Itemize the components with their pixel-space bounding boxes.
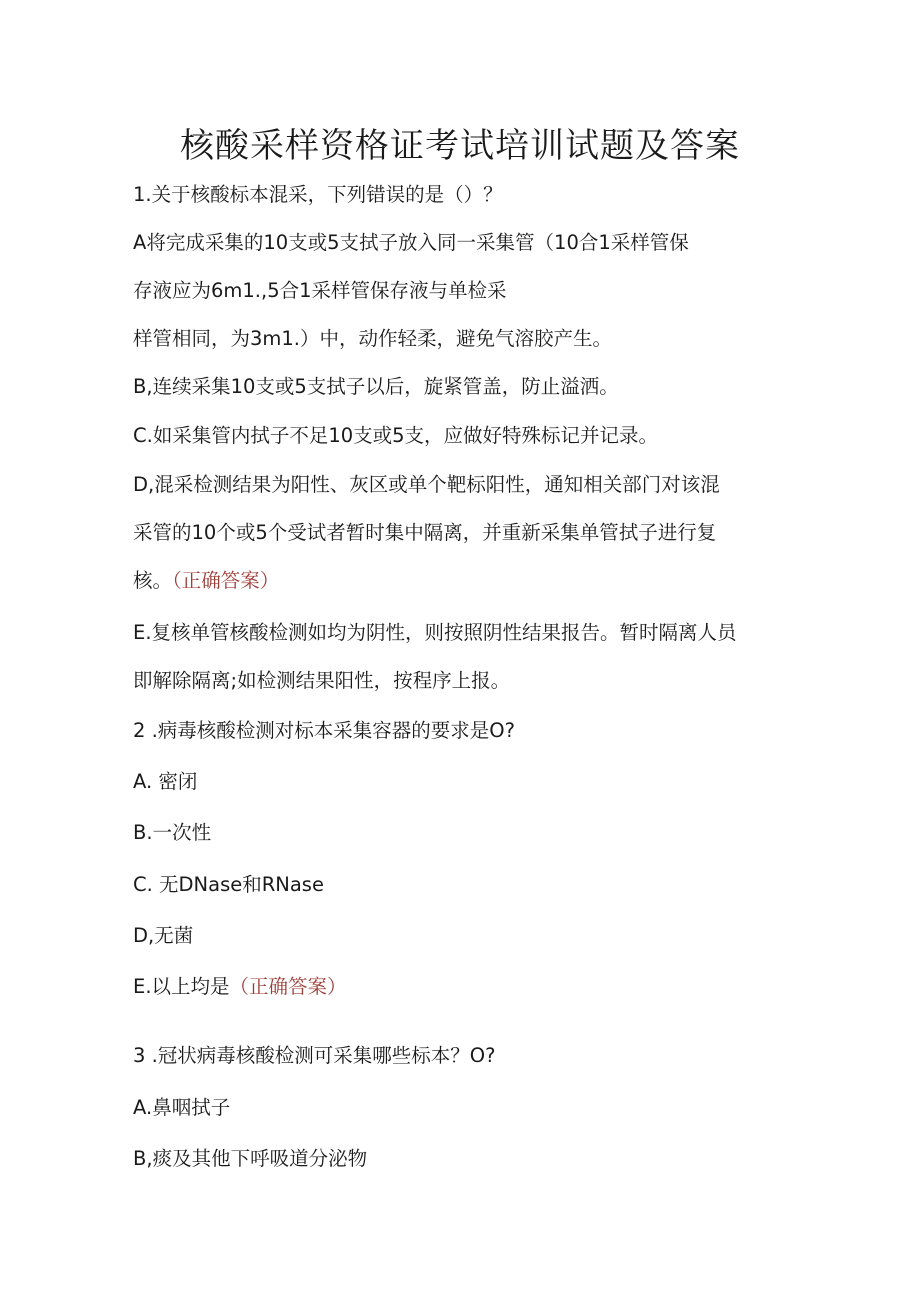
line-text: D,混采检测结果为阳性、灰区或单个靶标阳性，通知相关部门对该混: [133, 473, 720, 496]
line-text: C.如采集管内拭子不足10支或5支，应做好特殊标记并记录。: [133, 424, 659, 447]
line-text: 核。: [133, 569, 173, 592]
option-1d-line-2: [133, 518, 716, 548]
question-2: [133, 716, 515, 746]
line-text: A将完成采集的10支或5支拭子放入同一采集管（10合1采样管保: [133, 231, 689, 254]
option-2c: [133, 870, 324, 900]
option-3a: [133, 1093, 230, 1123]
option-1c: [133, 421, 658, 451]
line-text: 样管相同，为3m1.）中，动作轻柔，避免气溶胶产生。: [133, 327, 613, 350]
option-1b: [133, 372, 619, 402]
page-title: 核酸采样资格证考试培训试题及答案: [180, 126, 740, 166]
option-1a-line-1: [133, 228, 689, 258]
option-1e-line-2: [133, 666, 510, 696]
line-text: 即解除隔离;如检测结果阳性，按程序上报。: [133, 669, 511, 692]
option-2d: [133, 921, 193, 951]
line-text: 采管的10个或5个受试者暂时集中隔离，并重新采集单管拭子进行复: [133, 521, 717, 544]
question-3: [133, 1041, 496, 1071]
line-text: 存液应为6m1.,5合1采样管保存液与单检采: [133, 279, 507, 302]
line-text: E.复核单管核酸检测如均为阴性，则按照阴性结果报告。暂时隔离人员: [133, 621, 737, 644]
line-text: B,痰及其他下呼吸道分泌物: [133, 1147, 368, 1170]
option-1a-line-3: [133, 324, 612, 354]
correct-answer-mark: （正确答案）: [229, 975, 347, 998]
line-text: C. 无DNase和RNase: [133, 873, 324, 896]
option-1d-line-1: [133, 470, 720, 500]
option-2b: [133, 818, 211, 848]
line-text: A. 密闭: [133, 770, 198, 793]
question-1: [133, 180, 503, 210]
line-text: B.一次性: [133, 821, 212, 844]
option-1d-line-3: [133, 566, 279, 596]
line-text: D,无菌: [133, 924, 194, 947]
option-1e-line-1: [133, 618, 737, 648]
line-text: A.鼻咽拭子: [133, 1096, 231, 1119]
line-text: E.以上均是: [133, 975, 230, 998]
option-2e: [133, 972, 347, 1002]
correct-answer-mark: （正确答案）: [172, 569, 280, 592]
line-text: B,连续采集10支或5支拭子以后，旋紧管盖，防止溢洒。: [133, 375, 619, 398]
line-text: 1.关于核酸标本混采，下列错误的是（）？: [133, 183, 503, 206]
option-1a-line-2: [133, 276, 507, 306]
option-3b: [133, 1144, 367, 1174]
option-2a: [133, 767, 197, 797]
line-text: 3 .冠状病毒核酸检测可采集哪些标本？O?: [133, 1044, 496, 1067]
line-text: 2 .病毒核酸检测对标本采集容器的要求是O?: [133, 719, 516, 742]
